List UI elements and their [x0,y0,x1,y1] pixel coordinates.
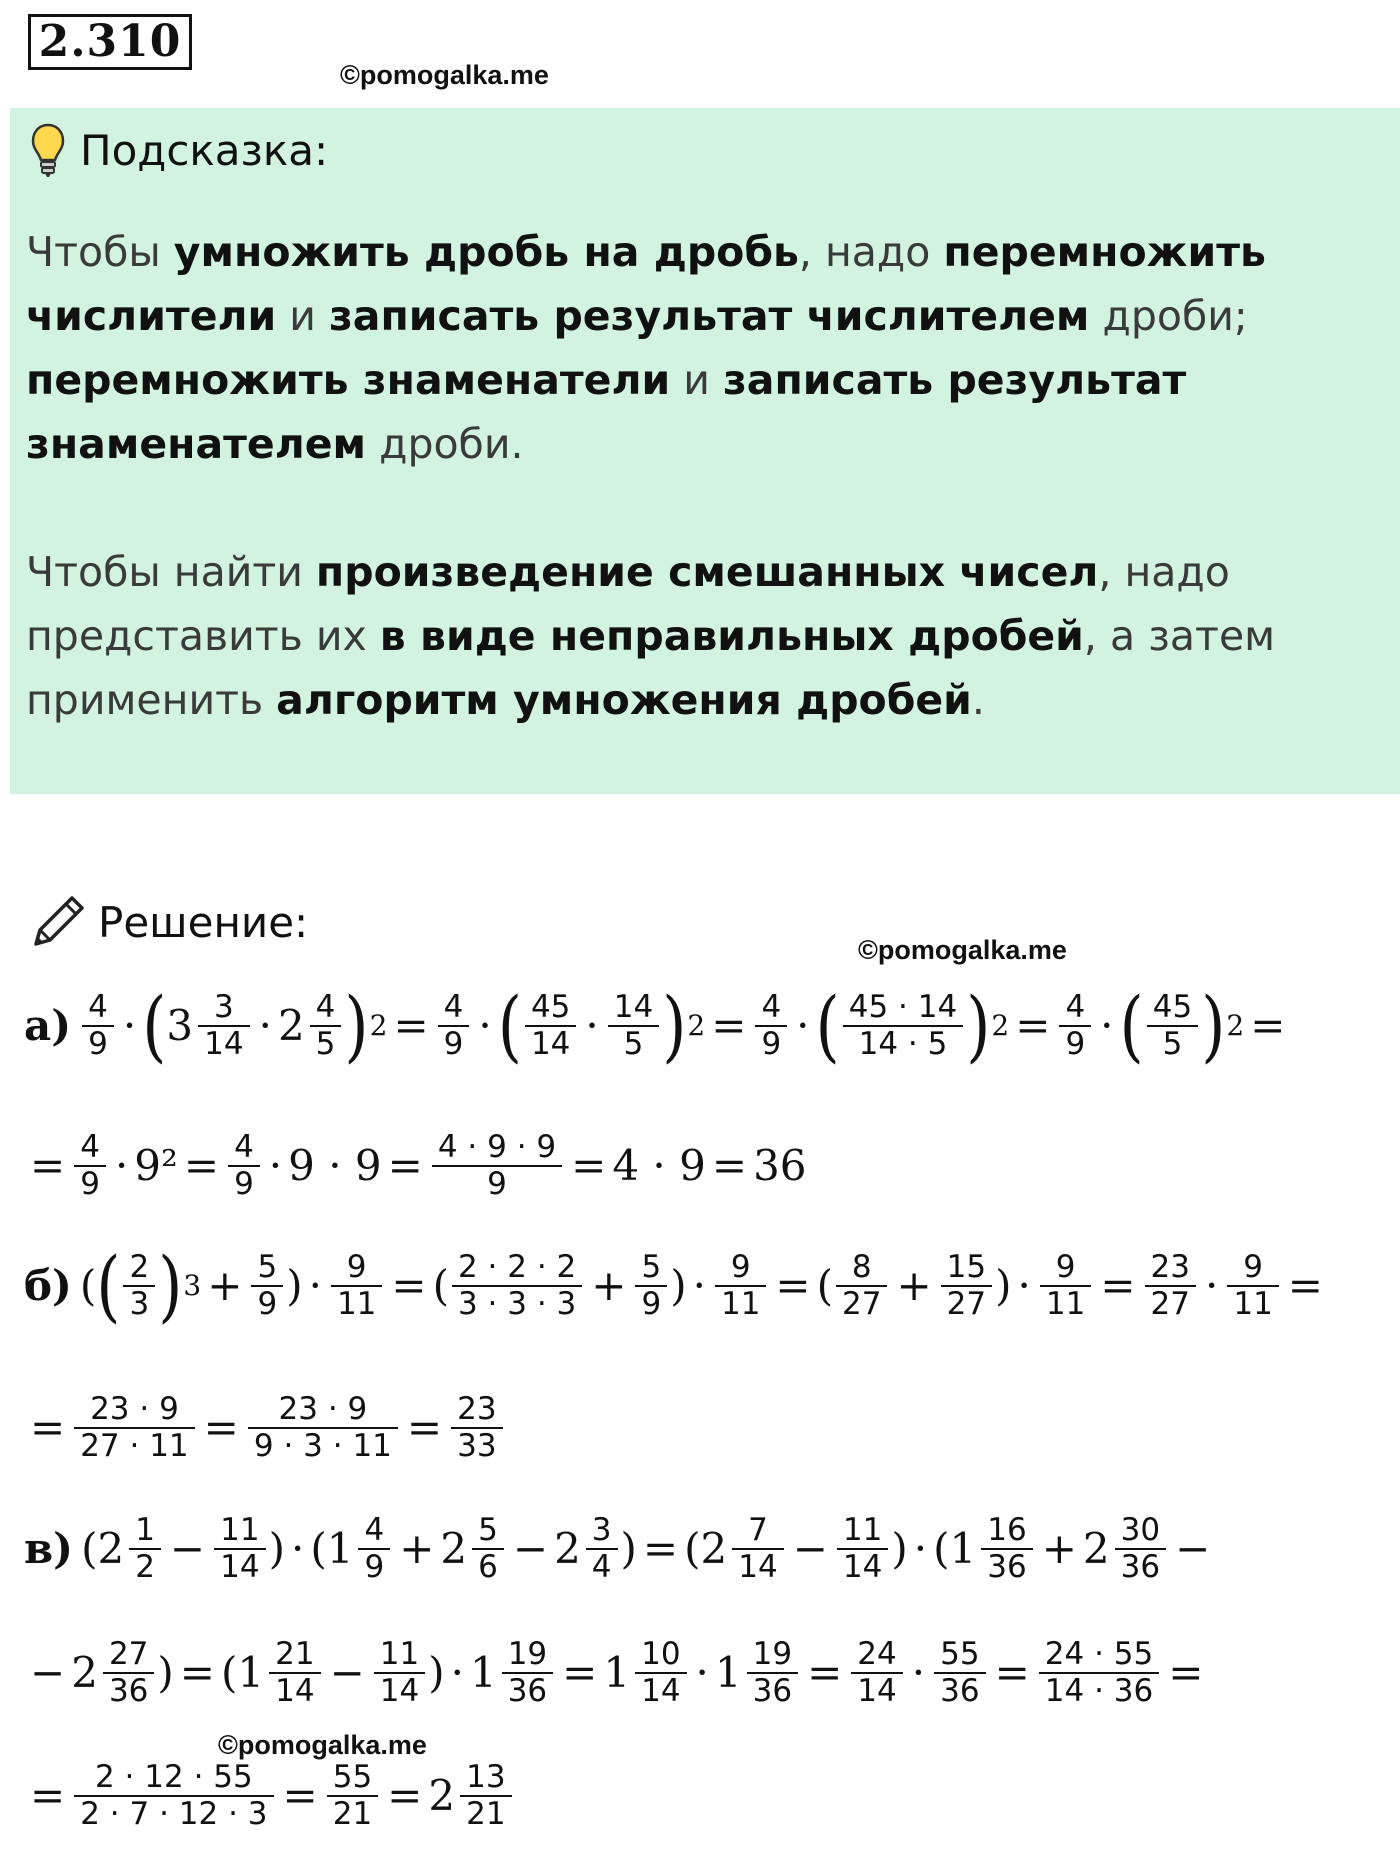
fraction-term: 15 [946,1249,987,1285]
fraction-term: 14 · 5 [858,1025,948,1062]
fraction [1118,1513,1163,1584]
operator: · [290,1524,305,1574]
exponent: 2 [991,1009,1010,1043]
solution-title: Решение: [98,897,309,947]
fraction [126,1250,152,1321]
fraction-term: 14 [220,1548,260,1585]
operator: · [911,1648,926,1698]
fraction-term: 5 [478,1512,498,1548]
fraction-term: 9 [1065,1025,1086,1062]
hint-text-span: , надо [798,228,944,276]
fraction [846,990,960,1061]
whole: 2 [1082,1524,1110,1574]
fraction-term: 23 [1150,1249,1190,1285]
operator: = [642,1524,679,1574]
operator: − [30,1648,66,1698]
operator: = [393,1001,429,1051]
operator: − [169,1524,206,1574]
fraction-term: 5 [315,1025,336,1062]
solution-a-line-1 [24,979,1291,1071]
operator: = [30,1771,66,1821]
fraction-term: 11 [1233,1285,1273,1322]
fraction [1043,1250,1088,1321]
fraction [758,990,784,1061]
whole: 2 [277,1001,305,1051]
operator: · [1017,1261,1031,1311]
fraction-term: 14 [204,1025,244,1062]
operator: · [308,1261,322,1311]
fraction [505,1637,550,1708]
paren: ( [79,1261,97,1311]
fraction [106,1637,151,1708]
watermark: ©pomogalka.me [858,935,1067,965]
whole: 1 [237,1648,265,1698]
fraction-term: 45 [1152,989,1193,1025]
fraction [735,1513,780,1584]
paren: ) [891,1524,908,1574]
operator: = [711,1141,748,1191]
hint-text-span: . [971,676,985,724]
paren: ( [96,1239,121,1331]
operator: + [591,1261,627,1311]
fraction-term: 14 [613,989,654,1025]
fraction-term: 5 [257,1249,278,1285]
fraction-term: 55 [332,1759,373,1795]
operator: = [807,1648,843,1698]
fraction [718,1250,763,1321]
operator: · [478,1001,492,1051]
fraction-term: 21 [466,1795,506,1832]
fraction-term: 14 [842,1548,883,1585]
operator: = [1250,1001,1286,1051]
hint-bold-span: перемножить знаменатели [26,356,671,404]
whole: 2 [700,1524,728,1574]
fraction-term: 14 [379,1672,420,1709]
hint-paragraph-1 [26,220,1376,476]
fraction-term: 4 [315,989,336,1025]
fraction-term: 21 [275,1636,315,1672]
fraction-term: 9 [80,1165,100,1202]
task-number: 2.310 [28,14,192,70]
fraction [254,1250,280,1321]
fraction-term: 9 [487,1165,507,1202]
fraction-term: 4 [1065,989,1086,1025]
paren: ) [268,1524,285,1574]
fraction-term: 55 [940,1636,980,1672]
paren: ) [966,979,991,1071]
fraction-term: 36 [940,1672,980,1709]
operator: = [994,1648,1030,1698]
hint-text-span: дроби. [366,420,524,468]
fraction-term: 9 [730,1249,751,1285]
fraction [132,1513,158,1584]
operator: + [1041,1524,1077,1574]
fraction-term: 27 [1150,1285,1190,1322]
paren: ( [81,1524,98,1574]
fraction-term: 4 [234,1129,254,1165]
solution-a-line-2 [24,1130,807,1201]
operator: − [329,1648,365,1698]
fraction-term: 36 [987,1548,1027,1585]
fraction [77,1760,270,1831]
fraction-term: 13 [466,1759,506,1795]
paren: ( [497,979,522,1071]
fraction-term: 16 [987,1512,1027,1548]
paren: ( [220,1648,238,1698]
operator: · [1204,1261,1219,1311]
fraction-term: 4 [88,989,108,1025]
fraction-term: 11 [720,1285,761,1322]
paren: ) [428,1648,445,1698]
operator: = [711,1001,747,1051]
fraction-term: 11 [842,1512,883,1548]
fraction [937,1637,982,1708]
whole: 2 [440,1524,468,1574]
fraction-term: 14 [857,1672,897,1709]
operator: · [450,1648,464,1698]
operator: = [562,1648,598,1698]
answer-a: 36 [753,1141,807,1191]
lightbulb-icon [30,122,66,178]
whole: 2 [428,1771,456,1821]
operator: = [387,1141,423,1191]
fraction-term: 14 · 36 [1044,1672,1154,1709]
fraction-term: 21 [332,1795,373,1832]
fraction-term: 5 [641,1249,662,1285]
fraction-term: 45 [530,989,571,1025]
operator: − [512,1524,549,1574]
fraction-term: 4 [443,989,464,1025]
solution-header [28,892,308,952]
exponent: 2 [1226,1009,1245,1043]
whole: 2 [554,1524,581,1574]
operator: + [896,1261,932,1311]
fraction [638,1250,664,1321]
hint-text-span: Чтобы [26,228,174,276]
paren: ) [620,1524,637,1574]
fraction-term: 9 [364,1548,385,1585]
fraction-term: 27 · 11 [80,1427,189,1464]
fraction-term: 9 [234,1165,254,1202]
hint-bold-span: умножить дробь на дробь [173,228,799,276]
fraction [435,1130,559,1201]
paren: ( [815,979,840,1071]
fraction-term: 10 [641,1636,681,1672]
fraction [1148,1250,1193,1321]
fraction [334,1250,379,1321]
operator: · [695,1648,709,1698]
fraction-term: 30 [1120,1512,1161,1548]
fraction [77,1392,191,1463]
fraction [1062,990,1088,1061]
fraction-term: 45 · 14 [848,989,958,1025]
fraction [944,1250,989,1321]
fraction [217,1513,262,1584]
fraction-term: 4 · 9 · 9 [437,1129,557,1165]
operator: · [1100,1001,1114,1051]
fraction-term: 9 · 3 · 11 [253,1427,392,1464]
fraction-term: 11 [1045,1285,1086,1322]
fraction-term: 4 [761,989,782,1025]
whole: 1 [469,1648,497,1698]
operator: − [792,1524,828,1574]
operator: = [387,1771,423,1821]
hint-title: Подсказка: [80,125,329,175]
fraction [463,1760,508,1831]
paren: ( [1119,979,1144,1071]
hint-text-span: , надо представить их [26,548,1230,660]
paren: ( [432,1261,449,1311]
fraction [528,990,573,1061]
fraction-term: 3 [591,1512,612,1548]
fraction-term: 27 [946,1285,987,1322]
solution-b-line-2 [24,1392,506,1463]
fraction [272,1637,317,1708]
fraction [361,1513,387,1584]
fraction-term: 8 [851,1249,872,1285]
operator: = [1287,1261,1323,1311]
fraction [441,990,467,1061]
fraction-term: 9 [761,1025,782,1062]
fraction-term: 2 · 2 · 2 [457,1249,577,1285]
paren: ) [157,1648,174,1698]
fraction [839,1250,884,1321]
hint-bold-span: перемножить числители [26,228,1266,340]
fraction [750,1637,795,1708]
hint-text-span: и [670,356,723,404]
exponent: 3 [183,1269,202,1303]
paren: ( [933,1524,950,1574]
fraction [201,990,246,1061]
fraction [377,1637,422,1708]
fraction-term: 11 [336,1285,377,1322]
fraction-term: 36 [752,1672,793,1709]
hint-bold-span: записать результат числителем [328,292,1090,340]
fraction-term: 23 · 9 [278,1391,368,1427]
operator: = [571,1141,607,1191]
paren: ) [286,1261,303,1311]
product: 4 · 9 [612,1141,706,1191]
whole: 1 [603,1648,631,1698]
hint-bold-span: в виде неправильных дробей [379,612,1084,660]
operator: = [391,1261,427,1311]
fraction-term: 5 [623,1025,644,1062]
fraction-term: 2 [129,1249,150,1285]
operator: = [30,1141,66,1191]
fraction-term: 23 [457,1391,497,1427]
hint-bold-span: произведение смешанных чисел [315,548,1099,596]
fraction [231,1130,257,1201]
solution-v-line-3 [24,1760,515,1831]
fraction-term: 3 · 3 · 3 [457,1285,577,1322]
fraction-term: 9 [1243,1249,1263,1285]
paren: ) [1201,979,1226,1071]
hint-header [30,120,328,180]
hint-text-span: , а затем применить [26,612,1276,724]
operator: + [207,1261,243,1311]
operator: + [399,1524,435,1574]
fraction-term: 2 · 12 · 55 [94,1759,253,1795]
fraction-term: 11 [379,1636,420,1672]
operator: = [406,1403,443,1453]
whole: 1 [714,1648,742,1698]
hint-box [10,108,1400,794]
operator: · [796,1001,810,1051]
fraction-term: 4 [591,1548,612,1585]
fraction-term: 9 [1055,1249,1076,1285]
fraction [611,990,656,1061]
fraction [330,1760,375,1831]
pencil-icon [28,892,88,952]
fraction-term: 14 [641,1672,681,1709]
fraction-term: 9 [641,1285,662,1322]
hint-paragraph-2 [26,540,1376,732]
fraction [589,1513,615,1584]
solution-b-line-1 [24,1239,1329,1331]
hint-text-span: и [276,292,329,340]
fraction-term: 9 [346,1249,367,1285]
fraction-term: 23 · 9 [90,1391,179,1427]
fraction [840,1513,885,1584]
fraction [475,1513,501,1584]
part-label-v: в) [24,1524,74,1574]
fraction-term: 36 [1120,1548,1161,1585]
watermark: ©pomogalka.me [218,1730,427,1760]
fraction-term: 4 [364,1512,385,1548]
fraction [638,1637,683,1708]
fraction-term: 9 [257,1285,278,1322]
hint-text-span: дроби; [1089,292,1248,340]
hint-bold-span: записать результат знаменателем [26,356,1187,468]
fraction-term: 2 [135,1548,155,1585]
part-label-b: б) [24,1261,72,1311]
operator: = [30,1403,66,1453]
operator: · [268,1141,283,1191]
paren: ) [158,1239,183,1331]
operator: · [122,1001,137,1051]
paren: ) [662,979,687,1071]
fraction [854,1637,899,1708]
fraction-term: 24 · 55 [1044,1636,1154,1672]
fraction [251,1392,395,1463]
paren: ( [816,1261,834,1311]
hint-text [26,220,1376,732]
fraction-term: 24 [857,1636,897,1672]
fraction-term: 36 [507,1672,548,1709]
watermark: ©pomogalka.me [340,60,549,90]
part-label-a: а) [24,1001,72,1051]
paren: ) [344,979,369,1071]
fraction [454,1392,499,1463]
paren: ( [684,1524,701,1574]
operator: = [775,1261,811,1311]
operator: = [1015,1001,1051,1051]
paren: ( [142,979,167,1071]
fraction [1042,1637,1156,1708]
fraction-term: 19 [752,1636,793,1672]
operator: · [913,1524,928,1574]
fraction-term: 27 [842,1285,882,1322]
product: 9 · 9 [288,1141,382,1191]
fraction-term: 4 [80,1129,100,1165]
hint-bold-span: алгоритм умножения дробей [276,676,972,724]
operator: · [258,1001,272,1051]
fraction [85,990,111,1061]
operator: = [1168,1648,1204,1698]
operator: · [114,1141,129,1191]
whole: 1 [326,1524,354,1574]
fraction-term: 11 [220,1512,260,1548]
fraction-term: 3 [129,1285,150,1322]
exponent: 2 [369,1009,388,1043]
fraction-term: 5 [1162,1025,1183,1062]
whole: 3 [166,1001,194,1051]
fraction-term: 9 [88,1025,108,1062]
operator: = [282,1771,318,1821]
solution-v-line-2 [24,1637,1209,1708]
exponent: 2 [687,1009,706,1043]
operator: = [203,1403,239,1453]
fraction [984,1513,1029,1584]
paren: ) [995,1261,1012,1311]
whole: 2 [71,1648,98,1698]
paren: ) [670,1261,687,1311]
whole: 2 [97,1524,125,1574]
operator: · [692,1261,706,1311]
hint-text-span: Чтобы найти [26,548,316,596]
fraction-term: 14 [275,1672,315,1709]
fraction-term: 3 [213,989,234,1025]
fraction [1230,1250,1275,1321]
fraction [77,1130,103,1201]
fraction-term: 1 [135,1512,155,1548]
fraction-term: 9 [443,1025,464,1062]
fraction-term: 2 · 7 · 12 · 3 [80,1795,268,1832]
fraction [1150,990,1195,1061]
fraction-term: 33 [457,1427,497,1464]
whole: 1 [949,1524,977,1574]
operator: = [1100,1261,1136,1311]
fraction-term: 36 [108,1672,149,1709]
fraction-term: 7 [748,1512,768,1548]
operator: · [585,1001,599,1051]
fraction-term: 14 [738,1548,778,1585]
fraction [455,1250,579,1321]
fraction-term: 14 [530,1025,571,1062]
paren: ( [310,1524,327,1574]
fraction-term: 27 [108,1636,149,1672]
solution-v-line-1 [24,1513,1216,1584]
fraction-term: 19 [507,1636,548,1672]
operator: = [183,1141,220,1191]
power: 9² [134,1141,178,1191]
operator: − [1175,1524,1211,1574]
fraction-term: 6 [478,1548,498,1585]
operator: = [179,1648,215,1698]
fraction [313,990,339,1061]
